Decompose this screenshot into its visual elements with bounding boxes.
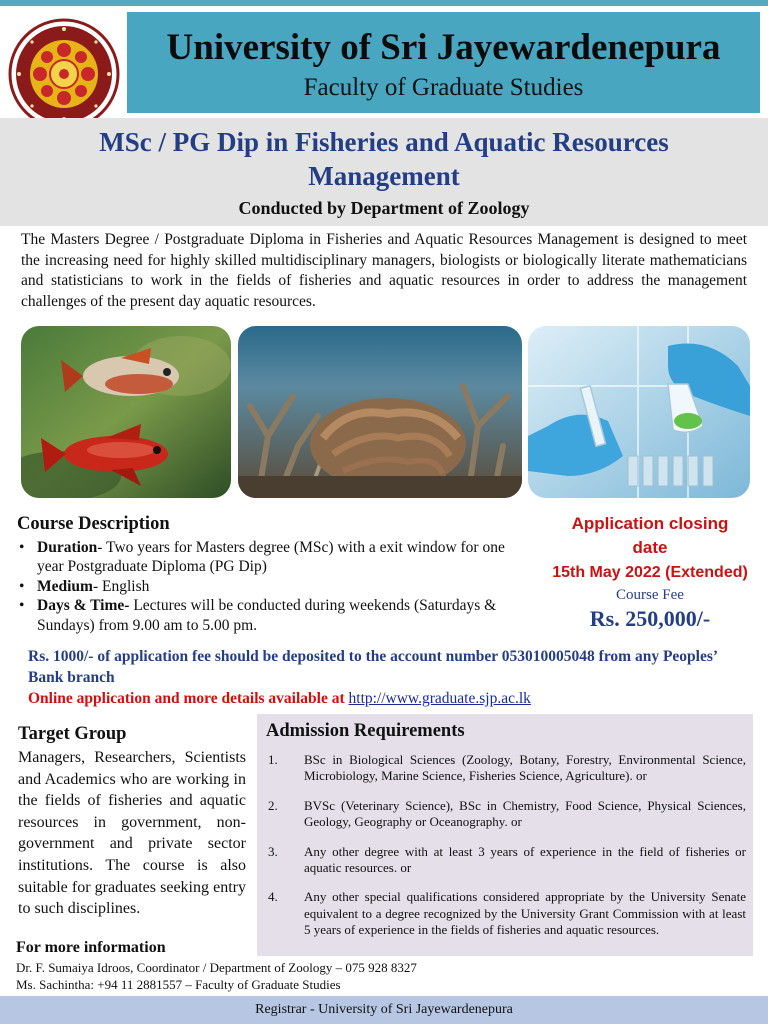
admission-item-text: BVSc (Veterinary Science), BSc in Chemistry, Food Science, Physical Sciences, Geology, Geography or Oceanography. or	[304, 797, 746, 830]
conducted-by: Conducted by Department of Zoology	[238, 198, 530, 218]
admission-item	[266, 798, 746, 831]
application-fee-note: Rs. 1000/- of application fee should be deposited to the account number 053010005048 from any Peoples’ Bank branch	[28, 648, 717, 686]
university-logo	[8, 18, 120, 130]
more-information-heading: For more information	[16, 939, 166, 956]
laboratory-photo	[528, 326, 750, 498]
course-item-text: - English	[92, 577, 150, 595]
item-number: 2.	[268, 797, 278, 813]
university-title: University of Sri Jayewardenepura	[166, 27, 721, 68]
intro-paragraph: The Masters Degree / Postgraduate Diploma in Fisheries and Aquatic Resources Management is designed to meet the increasing need for highly skilled multidisciplinary managers, biologists or biologically literate mathematicians and statisticians to work in the fields of fisheries and aquatic resources in order to address the management challenges of the present day aquatic resources.	[21, 231, 747, 310]
course-item-duration	[17, 538, 527, 577]
coral-reef-photo	[238, 326, 522, 498]
course-item-label: Days & Time-	[37, 597, 130, 615]
top-accent-bar	[0, 0, 768, 6]
admission-requirements-heading: Admission Requirements	[266, 721, 465, 741]
bullet-icon: •	[19, 539, 25, 556]
target-group-heading: Target Group	[18, 724, 127, 744]
admission-item	[266, 844, 746, 877]
website-link[interactable]: http://www.graduate.sjp.ac.lk	[348, 690, 531, 707]
closing-date: 15th May 2022 (Extended)	[552, 564, 748, 581]
course-item-text: Lectures will be conducted during weekends (Saturdays & Sundays) from 9.00 am to 5.00 pm.	[37, 597, 497, 634]
admission-requirements-list	[266, 752, 746, 952]
footer-bar: Registrar - University of Sri Jayewardenepura	[0, 996, 768, 1024]
course-description-heading: Course Description	[17, 514, 170, 534]
online-application-line	[28, 690, 748, 708]
course-description-list	[17, 538, 527, 635]
closing-date-label: Application closing date	[571, 514, 729, 557]
bullet-icon: •	[19, 577, 25, 595]
admission-item-text: BSc in Biological Sciences (Zoology, Botany, Forestry, Environmental Science, Microbiology, Marine Science, Fisheries Science, Agriculture). or	[304, 752, 746, 784]
contact-faculty: Ms. Sachintha: +94 11 2881557 – Faculty of Graduate Studies	[16, 977, 341, 992]
admission-item-text: Any other degree with at least 3 years of experience in the field of fisheries or aquatic resources. or	[304, 843, 746, 876]
faculty-name: Faculty of Graduate Studies	[303, 74, 584, 101]
item-number: 3.	[268, 843, 278, 859]
contact-coordinator: Dr. F. Sumaiya Idroos, Coordinator / Department of Zoology – 075 928 8327	[16, 960, 417, 975]
course-item-days-time	[17, 596, 527, 635]
admission-item	[266, 752, 746, 785]
target-group-text: Managers, Researchers, Scientists and Academics who are working in the fields of fisheries and aquatic resources in government, non-government and private sector institutions. The course is also suitable for graduates seeking entry to such disciplines.	[18, 749, 246, 918]
online-application-text: Online application and more details available at	[28, 690, 349, 707]
bullet-icon: •	[19, 597, 25, 615]
admission-item-text: Any other special qualifications considered appropriate by the University Senate equivalent to a degree recognized by the University Grant Commission with at least 5 years of experience in the fields of fisheries and aquatic resources.	[304, 889, 746, 938]
course-fee-label: Course Fee	[616, 587, 684, 603]
course-item-label: Duration	[37, 539, 98, 556]
admission-item	[266, 889, 746, 938]
course-fee-value: Rs. 250,000/-	[589, 606, 711, 631]
course-item-label: Medium	[37, 577, 93, 595]
program-title: MSc / PG Dip in Fisheries and Aquatic Resources Management	[99, 127, 669, 191]
course-item-medium	[17, 577, 527, 596]
course-item-text: - Two years for Masters degree (MSc) with a exit window for one year Postgraduate Diploma (PG Dip)	[37, 539, 505, 576]
item-number: 1.	[268, 752, 278, 767]
fish-photo	[21, 326, 231, 498]
item-number: 4.	[268, 889, 278, 905]
